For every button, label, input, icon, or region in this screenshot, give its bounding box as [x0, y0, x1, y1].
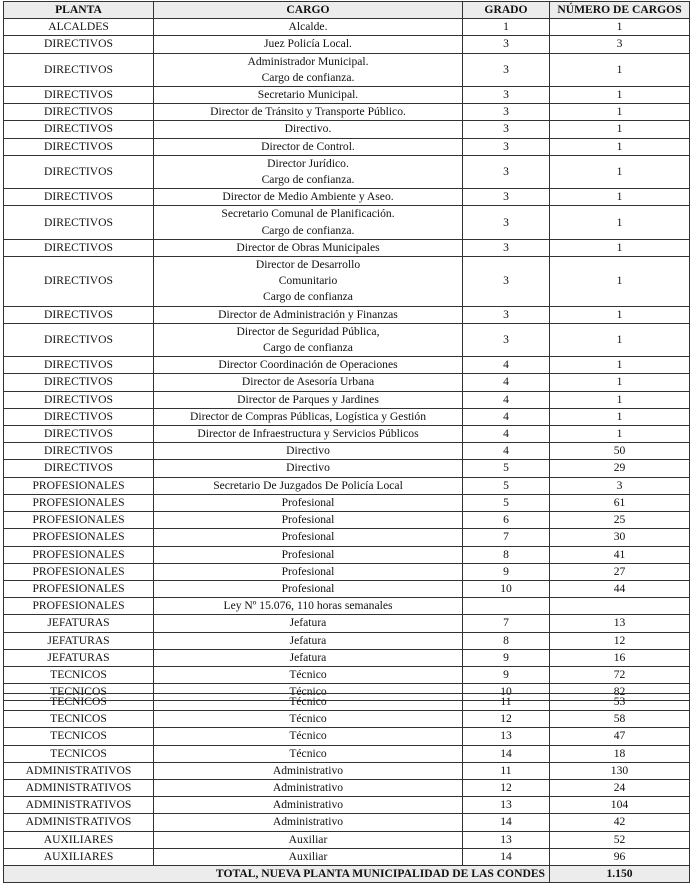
- grado-cell: 4: [463, 443, 550, 460]
- planta-cell: TECNICOS: [4, 711, 154, 728]
- planta-cell: DIRECTIVOS: [4, 426, 154, 443]
- grado-cell: 7: [463, 615, 550, 632]
- numero-cell: 58: [550, 711, 690, 728]
- grado-cell: 3: [463, 138, 550, 155]
- grado-cell: 12: [463, 780, 550, 797]
- cargo-line: Cargo de confianza: [263, 341, 353, 355]
- cargo-line: Alcalde.: [288, 20, 328, 34]
- cargo-line: Director de Obras Municipales: [236, 240, 380, 254]
- planta-cell: TECNICOS: [4, 684, 154, 701]
- cargo-cell: [154, 443, 463, 460]
- grado-cell: 3: [463, 53, 550, 86]
- cargo-cell: [154, 239, 463, 256]
- grado-cell: 3: [463, 239, 550, 256]
- table-row: [4, 460, 690, 477]
- cargo-line: Profesional: [281, 581, 335, 595]
- cargo-cell: [154, 814, 463, 831]
- cargo-line: Técnico: [289, 746, 327, 760]
- planta-cell: JEFATURAS: [4, 649, 154, 666]
- total-value: 1.150: [550, 866, 690, 883]
- grado-cell: 14: [463, 814, 550, 831]
- cargo-line: Profesional: [281, 564, 335, 578]
- cargo-cell: [154, 598, 463, 615]
- cargo-cell: [154, 848, 463, 865]
- planta-cell: PROFESIONALES: [4, 563, 154, 580]
- grado-cell: 3: [463, 206, 550, 239]
- table-row: [4, 426, 690, 443]
- planta-cell: ADMINISTRATIVOS: [4, 797, 154, 814]
- numero-cell: 1: [550, 19, 690, 36]
- cargo-cell: [154, 426, 463, 443]
- cargo-line: Cargo de confianza.: [261, 70, 355, 84]
- cargo-cell: [154, 189, 463, 206]
- cargo-line: Profesional: [281, 513, 335, 527]
- grado-cell: 3: [463, 306, 550, 323]
- header-row: [4, 2, 690, 19]
- grado-cell: 4: [463, 426, 550, 443]
- numero-cell: 104: [550, 797, 690, 814]
- cargo-line: Director de Compras Públicas, Logística y Gestión: [189, 409, 426, 423]
- planta-cell: DIRECTIVOS: [4, 408, 154, 425]
- table-row: [4, 632, 690, 649]
- grado-cell: 3: [463, 121, 550, 138]
- cargo-cell: [154, 745, 463, 762]
- table-row: [4, 443, 690, 460]
- cargo-cell: [154, 477, 463, 494]
- numero-cell: 1: [550, 391, 690, 408]
- grado-cell: 14: [463, 848, 550, 865]
- grado-cell: 11: [463, 694, 550, 711]
- grado-cell: 13: [463, 728, 550, 745]
- cargo-line: Director de Asesoría Urbana: [241, 375, 375, 389]
- planta-cell: DIRECTIVOS: [4, 239, 154, 256]
- cargo-cell: [154, 257, 463, 307]
- numero-cell: 27: [550, 563, 690, 580]
- table-row: [4, 694, 690, 711]
- cargo-line: Cargo de confianza: [263, 290, 353, 304]
- cargo-line: Director de Parques y Jardines: [237, 392, 379, 406]
- numero-cell: 3: [550, 477, 690, 494]
- planta-cell: TECNICOS: [4, 728, 154, 745]
- cargo-cell: [154, 615, 463, 632]
- planta-cell: DIRECTIVOS: [4, 53, 154, 86]
- grado-cell: 3: [463, 36, 550, 53]
- cargo-line: Directivo: [286, 444, 330, 458]
- cargo-line: Director de Control.: [261, 139, 355, 153]
- numero-cell: 25: [550, 512, 690, 529]
- planta-cell: PROFESIONALES: [4, 512, 154, 529]
- planta-cell: DIRECTIVOS: [4, 323, 154, 356]
- numero-cell: 30: [550, 529, 690, 546]
- table-row: [4, 649, 690, 666]
- numero-cell: 82: [550, 684, 690, 701]
- cargo-line: Director Jurídico.: [267, 156, 349, 170]
- planta-cell: TECNICOS: [4, 694, 154, 711]
- grado-cell: 14: [463, 745, 550, 762]
- grado-cell: 4: [463, 357, 550, 374]
- table-row: [4, 615, 690, 632]
- numero-cell: 29: [550, 460, 690, 477]
- table-row: [4, 306, 690, 323]
- cargo-line: Técnico: [289, 695, 327, 708]
- cargo-line: Secretario Comunal de Planificación.: [221, 207, 395, 221]
- cargo-line: Jefatura: [289, 616, 327, 630]
- planta-cell: TECNICOS: [4, 666, 154, 683]
- total-row: [4, 866, 690, 883]
- cargo-cell: [154, 121, 463, 138]
- table-row: [4, 780, 690, 797]
- grado-cell: 13: [463, 797, 550, 814]
- table-row: [4, 53, 690, 86]
- cargo-line: Director de Seguridad Pública,: [236, 324, 380, 338]
- table-row: [4, 206, 690, 239]
- cargo-cell: [154, 155, 463, 188]
- cargo-cell: [154, 728, 463, 745]
- grado-cell: [463, 598, 550, 615]
- numero-cell: 1: [550, 104, 690, 121]
- table-row: [4, 745, 690, 762]
- grado-cell: 4: [463, 374, 550, 391]
- numero-cell: 3: [550, 36, 690, 53]
- table-row: [4, 121, 690, 138]
- numero-cell: 1: [550, 189, 690, 206]
- planta-cell: JEFATURAS: [4, 632, 154, 649]
- table-row: [4, 666, 690, 683]
- cargo-line: Profesional: [281, 547, 335, 561]
- table-row: [4, 546, 690, 563]
- planta-cell: DIRECTIVOS: [4, 138, 154, 155]
- cargo-cell: [154, 797, 463, 814]
- cargo-line: Jefatura: [289, 633, 327, 647]
- numero-cell: 18: [550, 745, 690, 762]
- cargo-line: Técnico: [289, 712, 327, 726]
- planta-cell: DIRECTIVOS: [4, 374, 154, 391]
- numero-cell: 52: [550, 831, 690, 848]
- numero-cell: 61: [550, 494, 690, 511]
- cargo-cell: [154, 374, 463, 391]
- grado-cell: 3: [463, 155, 550, 188]
- numero-cell: 1: [550, 138, 690, 155]
- planta-cell: DIRECTIVOS: [4, 36, 154, 53]
- cargo-cell: [154, 694, 463, 711]
- planta-cell: DIRECTIVOS: [4, 391, 154, 408]
- planta-cell: AUXILIARES: [4, 831, 154, 848]
- cargo-cell: [154, 580, 463, 597]
- cargo-line: Comunitario: [278, 274, 338, 288]
- header-planta: PLANTA: [4, 2, 154, 19]
- table-row: [4, 529, 690, 546]
- table-row: [4, 257, 690, 307]
- table-row: [4, 762, 690, 779]
- grado-cell: 7: [463, 529, 550, 546]
- header-numero: NÚMERO DE CARGOS: [550, 2, 690, 19]
- planta-cell: AUXILIARES: [4, 848, 154, 865]
- planta-cell: DIRECTIVOS: [4, 206, 154, 239]
- numero-cell: 42: [550, 814, 690, 831]
- numero-cell: 1: [550, 155, 690, 188]
- grado-cell: 9: [463, 563, 550, 580]
- table-row: [4, 848, 690, 865]
- table-row: [4, 580, 690, 597]
- numero-cell: 1: [550, 121, 690, 138]
- planta-cell: DIRECTIVOS: [4, 257, 154, 307]
- table-row: [4, 391, 690, 408]
- cargo-line: Secretario De Juzgados De Policía Local: [213, 478, 403, 492]
- grado-cell: 13: [463, 831, 550, 848]
- numero-cell: [550, 598, 690, 615]
- table-row: [4, 189, 690, 206]
- grado-cell: 8: [463, 546, 550, 563]
- grado-cell: 10: [463, 580, 550, 597]
- numero-cell: 16: [550, 649, 690, 666]
- cargo-cell: [154, 762, 463, 779]
- planta-cell: DIRECTIVOS: [4, 189, 154, 206]
- grado-cell: 9: [463, 649, 550, 666]
- planta-cell: PROFESIONALES: [4, 477, 154, 494]
- planta-cell: ALCALDES: [4, 19, 154, 36]
- numero-cell: 47: [550, 728, 690, 745]
- cargo-cell: [154, 529, 463, 546]
- numero-cell: 1: [550, 53, 690, 86]
- cargo-cell: [154, 104, 463, 121]
- planta-cell: ADMINISTRATIVOS: [4, 814, 154, 831]
- cargo-cell: [154, 36, 463, 53]
- cargo-cell: [154, 357, 463, 374]
- planta-cell: PROFESIONALES: [4, 546, 154, 563]
- cargo-cell: [154, 831, 463, 848]
- table-row: [4, 598, 690, 615]
- planta-cell: PROFESIONALES: [4, 580, 154, 597]
- numero-cell: 1: [550, 357, 690, 374]
- cargo-line: Directivo: [286, 461, 330, 475]
- planta-cell: JEFATURAS: [4, 615, 154, 632]
- cargos-table-part-2: [3, 693, 690, 883]
- cargo-line: Administrativo: [272, 798, 344, 812]
- planta-cell: DIRECTIVOS: [4, 306, 154, 323]
- cargo-line: Director de Administración y Finanzas: [218, 307, 398, 321]
- numero-cell: 53: [550, 694, 690, 711]
- grado-cell: 3: [463, 257, 550, 307]
- cargo-cell: [154, 546, 463, 563]
- planta-cell: PROFESIONALES: [4, 529, 154, 546]
- numero-cell: 13: [550, 615, 690, 632]
- cargo-line: Auxiliar: [288, 832, 328, 846]
- cargo-cell: [154, 138, 463, 155]
- planta-cell: DIRECTIVOS: [4, 121, 154, 138]
- numero-cell: 1: [550, 323, 690, 356]
- planta-cell: DIRECTIVOS: [4, 443, 154, 460]
- grado-cell: 5: [463, 494, 550, 511]
- table-row: [4, 138, 690, 155]
- cargo-line: Cargo de confianza.: [261, 223, 355, 237]
- cargo-cell: [154, 632, 463, 649]
- table-row: [4, 239, 690, 256]
- table-row: [4, 814, 690, 831]
- cargo-line: Director Coordinación de Operaciones: [218, 358, 398, 372]
- cargo-cell: [154, 666, 463, 683]
- grado-cell: 3: [463, 87, 550, 104]
- table-row: [4, 19, 690, 36]
- table-row: [4, 36, 690, 53]
- cargo-line: Profesional: [281, 495, 335, 509]
- table-row: [4, 87, 690, 104]
- cargo-line: Director de Desarrollo: [255, 258, 361, 272]
- cargo-line: Auxiliar: [288, 849, 328, 863]
- grado-cell: 5: [463, 477, 550, 494]
- cargo-cell: [154, 711, 463, 728]
- cargo-line: Jefatura: [289, 650, 327, 664]
- grado-cell: 6: [463, 512, 550, 529]
- planta-cell: TECNICOS: [4, 745, 154, 762]
- planta-cell: DIRECTIVOS: [4, 87, 154, 104]
- grado-cell: 5: [463, 460, 550, 477]
- cargo-cell: [154, 19, 463, 36]
- cargo-line: Técnico: [289, 667, 327, 681]
- grado-cell: 3: [463, 323, 550, 356]
- grado-cell: 9: [463, 666, 550, 683]
- table-row: [4, 563, 690, 580]
- numero-cell: 24: [550, 780, 690, 797]
- numero-cell: 1: [550, 306, 690, 323]
- cargo-cell: [154, 460, 463, 477]
- header-grado: GRADO: [463, 2, 550, 19]
- cargo-line: Administrativo: [272, 763, 344, 777]
- table-row: [4, 374, 690, 391]
- numero-cell: 44: [550, 580, 690, 597]
- numero-cell: 72: [550, 666, 690, 683]
- table-row: [4, 408, 690, 425]
- cargo-cell: [154, 87, 463, 104]
- cargo-cell: [154, 408, 463, 425]
- grado-cell: 8: [463, 632, 550, 649]
- cargo-cell: [154, 53, 463, 86]
- table-row: [4, 104, 690, 121]
- cargo-cell: [154, 323, 463, 356]
- grado-cell: 10: [463, 684, 550, 701]
- numero-cell: 41: [550, 546, 690, 563]
- cargo-cell: [154, 206, 463, 239]
- numero-cell: 1: [550, 87, 690, 104]
- numero-cell: 1: [550, 239, 690, 256]
- grado-cell: 1: [463, 19, 550, 36]
- numero-cell: 50: [550, 443, 690, 460]
- cargos-table-part-1: [3, 1, 690, 701]
- cargo-line: Ley Nº 15.076, 110 horas semanales: [223, 599, 393, 613]
- cargo-line: Administrativo: [272, 815, 344, 829]
- planta-cell: DIRECTIVOS: [4, 155, 154, 188]
- planta-cell: DIRECTIVOS: [4, 460, 154, 477]
- numero-cell: 96: [550, 848, 690, 865]
- cargo-cell: [154, 649, 463, 666]
- planta-cell: ADMINISTRATIVOS: [4, 780, 154, 797]
- table-row: [4, 477, 690, 494]
- cargo-cell: [154, 780, 463, 797]
- numero-cell: 1: [550, 408, 690, 425]
- cargo-cell: [154, 391, 463, 408]
- planta-cell: DIRECTIVOS: [4, 104, 154, 121]
- cargo-cell: [154, 306, 463, 323]
- cargo-line: Cargo de confianza.: [261, 173, 355, 187]
- total-label: TOTAL, NUEVA PLANTA MUNICIPALIDAD DE LAS CONDES: [4, 866, 550, 883]
- cargo-cell: [154, 563, 463, 580]
- numero-cell: 130: [550, 762, 690, 779]
- table-row: [4, 494, 690, 511]
- cargo-cell: [154, 512, 463, 529]
- cargo-line: Director de Medio Ambiente y Aseo.: [222, 190, 394, 204]
- table-row: [4, 728, 690, 745]
- numero-cell: 1: [550, 257, 690, 307]
- numero-cell: 1: [550, 374, 690, 391]
- planta-cell: PROFESIONALES: [4, 494, 154, 511]
- planta-cell: ADMINISTRATIVOS: [4, 762, 154, 779]
- cargo-line: Juez Policía Local.: [264, 37, 352, 51]
- table-row: [4, 323, 690, 356]
- cargo-line: Director de Infraestructura y Servicios Públicos: [197, 427, 419, 441]
- cargo-cell: [154, 494, 463, 511]
- grado-cell: 3: [463, 104, 550, 121]
- grado-cell: 3: [463, 189, 550, 206]
- table-row: [4, 831, 690, 848]
- cargo-line: Administrativo: [272, 781, 344, 795]
- table-row: [4, 357, 690, 374]
- grado-cell: 4: [463, 391, 550, 408]
- cargo-line: Administrador Municipal.: [247, 54, 369, 68]
- table-row: [4, 155, 690, 188]
- cargo-line: Directivo.: [284, 122, 332, 136]
- table-row: [4, 512, 690, 529]
- grado-cell: 11: [463, 762, 550, 779]
- cargo-line: Técnico: [289, 685, 327, 699]
- cargo-line: Profesional: [281, 530, 335, 544]
- planta-cell: DIRECTIVOS: [4, 357, 154, 374]
- grado-cell: 4: [463, 408, 550, 425]
- planta-cell: PROFESIONALES: [4, 598, 154, 615]
- grado-cell: 12: [463, 711, 550, 728]
- cargo-line: Director de Tránsito y Transporte Público.: [210, 105, 406, 119]
- numero-cell: 1: [550, 206, 690, 239]
- table-row: [4, 711, 690, 728]
- cargo-line: Secretario Municipal.: [257, 88, 359, 102]
- numero-cell: 12: [550, 632, 690, 649]
- numero-cell: 1: [550, 426, 690, 443]
- header-cargo: CARGO: [154, 2, 463, 19]
- table-row: [4, 797, 690, 814]
- cargo-line: Técnico: [289, 729, 327, 743]
